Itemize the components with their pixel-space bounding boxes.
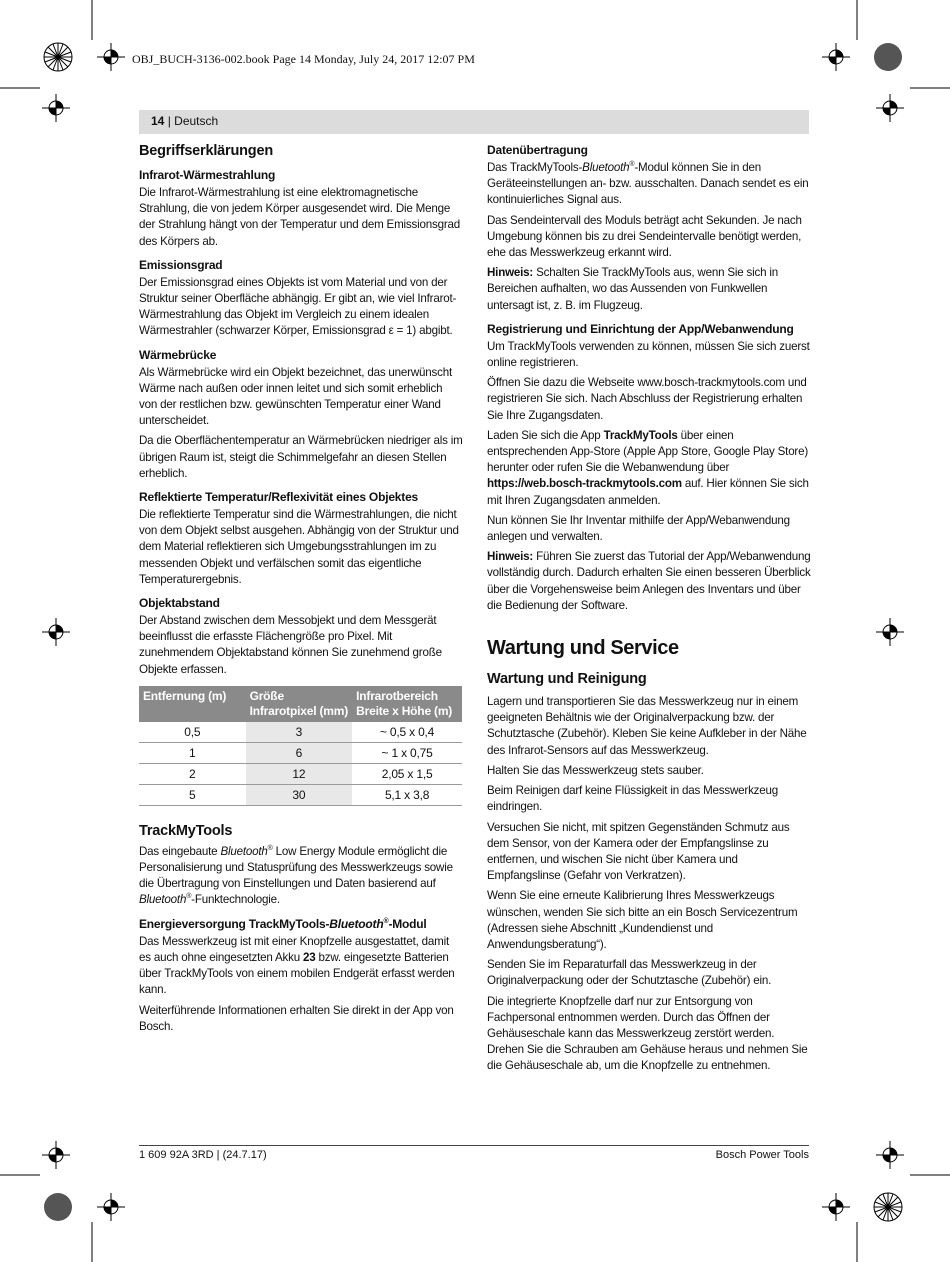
table-cell: 5,1 x 3,8: [352, 784, 462, 805]
bluetooth-term: Bluetooth: [582, 161, 630, 174]
text-span: Das eingebaute: [139, 844, 221, 858]
table-cell: 5: [139, 784, 246, 805]
section-title-begriffe: Begriffserklärungen: [139, 143, 273, 159]
heading-registrierung: Registrierung und Einrichtung der App/Webanwendung: [487, 321, 794, 336]
text-span: -Funktechnologie.: [191, 893, 280, 907]
text-span: Schalten Sie TrackMyTools aus, wenn Sie sich in Bereichen aufhalten, wo das Aussenden von Funkwellen untersagt ist, z. B. im Flugzeug.: [487, 266, 779, 312]
text-reflektiert: Die reflektierte Temperatur sind die Wärmestrahlungen, die nicht von dem Objekt selbst ausgehen. Abhängig von der Struktur und dem Material reflektieren sich Umgebungsstrahlungen im zu messenden Objekt und verfälschen somit das eigentliche Temperaturergebnis.: [139, 508, 459, 586]
text-wartung-2: Halten Sie das Messwerkzeug stets sauber.: [487, 763, 704, 777]
table-cell: 2: [139, 763, 246, 784]
hinweis-label: Hinweis:: [487, 266, 534, 280]
heading-datenuebertragung: Datenübertragung: [487, 143, 588, 157]
akku-number: 23: [302, 950, 316, 964]
table-cell: 0,5: [139, 722, 246, 743]
text-datenuebertragung: [487, 160, 811, 209]
right-column: [487, 142, 811, 1079]
heading-objektabstand: Objektabstand: [139, 596, 220, 611]
language-label: Deutsch: [174, 114, 219, 128]
table-row: [139, 722, 462, 743]
hinweis-label: Hinweis:: [487, 550, 534, 564]
book-file-line: OBJ_BUCH-3136-002.book Page 14 Monday, July 24, 2017 12:07 PM: [132, 52, 475, 66]
text-span: Das Messwerkzeug ist mit einer Knopfzelle ausgestattet, damit es auch ohne eingesetzten Akku: [139, 934, 449, 964]
heading-emission: Emissionsgrad: [139, 257, 223, 272]
text-inventar: Nun können Sie Ihr Inventar mithilfe der App/Webanwendung anlegen und verwalten.: [487, 513, 790, 544]
distance-table: [139, 686, 462, 806]
table-cell: 30: [246, 784, 353, 805]
page-number: 14: [151, 114, 165, 128]
heading-infrarot: Infrarot-Wärmestrahlung: [139, 168, 276, 182]
text-registrierung-1: Um TrackMyTools verwenden zu können, müssen Sie sich zuerst online registrieren.: [487, 339, 810, 370]
text-objektabstand: Der Abstand zwischen dem Messobjekt und dem Messgerät beeinflusst die erfasste Flächengröße pro Pixel. Mit zunehmendem Objektabstand können Sie zunehmend große Objekte erfassen.: [139, 614, 442, 676]
text-wartung-6: Senden Sie im Reparaturfall das Messwerkzeug in der Originalverpackung oder der Schutztasche (Zubehör) ein.: [487, 958, 772, 988]
text-span: Führen Sie zuerst das Tutorial der App/Webanwendung vollständig durch. Dadurch erhalten Sie einen besseren Überblick über die Vorgehensweise beim Anlegen des Inventars und über die Bedienung der Software.: [487, 550, 811, 612]
text-span: Laden Sie sich die App: [487, 428, 604, 442]
table-cell: 6: [246, 742, 353, 763]
text-wartung-3: Beim Reinigen darf keine Flüssigkeit in das Messwerkzeug eindringen.: [487, 784, 779, 814]
table-row: [139, 742, 462, 763]
registered-mark: ®: [267, 845, 273, 853]
section-title-trackmytools: TrackMyTools: [139, 822, 233, 839]
footer-doc-code: 1 609 92A 3RD | (24.7.17): [139, 1149, 267, 1161]
registered-mark: ®: [186, 893, 192, 901]
table-header-cell: Größe Infrarotpixel (mm): [246, 686, 353, 722]
heading-waermebruecke: Wärmebrücke: [139, 347, 217, 362]
text-sendeintervall: Das Sendeintervall des Moduls beträgt acht Sekunden. Je nach Umgebung können bis zu drei Sendeintervalle benötigt werden, ehe das Messwerkzeug erkannt wird.: [487, 213, 802, 260]
heading-energieversorgung: [139, 916, 463, 932]
text-registrierung-2: Öffnen Sie dazu die Webseite www.bosch-trackmytools.com und registrieren Sie sich. Nach Abschluss der Registrierung erhalten Sie Ihre Zugangsdaten.: [487, 376, 807, 422]
table-header-cell: Infrarotbereich Breite x Höhe (m): [352, 686, 462, 722]
table-header-row: [139, 686, 462, 722]
text-wartung-4: Versuchen Sie nicht, mit spitzen Gegenständen Schmutz aus dem Sensor, von der Kamera oder der Empfangslinse zu entfernen, und wischen Sie nicht über Kamera und Empfangslinse (Gefahr von Verkratzen).: [487, 820, 790, 883]
registered-mark: ®: [383, 917, 389, 925]
subsection-title-reinigung: Wartung und Reinigung: [487, 671, 647, 688]
footer-rule: [139, 1145, 809, 1146]
bluetooth-term: Bluetooth: [139, 893, 187, 907]
table-cell: 3: [246, 722, 353, 743]
table-cell: ~ 1 x 0,75: [352, 742, 462, 763]
text-span: -Modul können Sie in den Geräteeinstellungen an- bzw. ausschalten. Danach sendet es ein kontinuierliches Signal aus.: [487, 161, 809, 207]
table-row: [139, 784, 462, 805]
bluetooth-term: Bluetooth: [220, 844, 268, 858]
left-column: [139, 142, 463, 1039]
section-title-wartung: Wartung und Service: [487, 637, 679, 660]
text-waermebruecke-2: Da die Oberflächentemperatur an Wärmebrücken niedriger als im übrigen Raum ist, steigt die Schimmelgefahr an diesen Stellen erheblich.: [139, 434, 463, 480]
text-hinweis-1: [487, 265, 811, 314]
text-span: Low Energy Module ermöglicht die Personalisierung und Statusprüfung des Messwerkzeugs sowie die Übertragung von Einstellungen und Daten basierend auf: [139, 844, 453, 891]
text-span: -Modul: [388, 916, 427, 931]
table-cell: 2,05 x 1,5: [352, 763, 462, 784]
text-hinweis-2: [487, 549, 811, 614]
text-span: auf. Hier können Sie sich mit Ihren Zugangsdaten anmelden.: [487, 477, 809, 507]
text-span: Energieversorgung TrackMyTools-: [139, 916, 330, 931]
table-cell: 12: [246, 763, 353, 784]
text-infrarot: Die Infrarot-Wärmestrahlung ist eine elektromagnetische Strahlung, die von jedem Körper ausgesendet wird. Die Menge der Strahlung hängt von der Temperatur und dem Emissionsgrad des Körpers ab.: [139, 186, 460, 248]
table-header-cell: Entfernung (m): [139, 686, 246, 722]
page-header-bar: [139, 110, 809, 134]
text-wartung-1: Lagern und transportieren Sie das Messwerkzeug nur in einem geeigneten Behältnis wie der Originalverpackung bzw. der Schutztasche (Zubehör). Kleben Sie keine Aufkleber in der Nähe des Infrarot-Sensors auf das Messwerkzeug.: [487, 695, 807, 757]
table-row: [139, 763, 462, 784]
text-wartung-5: Wenn Sie eine erneute Kalibrierung Ihres Messwerkzeugs wünschen, wenden Sie sich bitte an ein Bosch Servicezentrum (Adressen siehe Abschnitt „Kundendienst und Anwendungsberatung“).: [487, 889, 798, 951]
text-weiterfuehrend: Weiterführende Informationen erhalten Sie direkt in der App von Bosch.: [139, 1003, 454, 1033]
heading-reflektiert: Reflektierte Temperatur/Reflexivität eines Objektes: [139, 490, 419, 505]
table-cell: ~ 0,5 x 0,4: [352, 722, 462, 743]
text-span: Das TrackMyTools-: [487, 161, 583, 174]
text-waermebruecke-1: Als Wärmebrücke wird ein Objekt bezeichnet, das unerwünscht Wärme nach außen oder innen leitet und sich somit erheblich von der restlichen bzw. gewünschten Temperatur einer Wand unterscheidet.: [139, 365, 452, 428]
web-url: https://web.bosch-trackmytools.com: [487, 477, 682, 491]
page-header: 14 | Deutsch: [151, 114, 219, 128]
bluetooth-term: Bluetooth: [329, 916, 384, 931]
table-cell: 1: [139, 742, 246, 763]
app-name: TrackMyTools: [603, 428, 678, 442]
text-laden: [487, 428, 811, 509]
text-span: über einen entsprechenden App-Store (Apple App Store, Google Play Store) herunter oder rufen Sie die Webanwendung über: [487, 428, 809, 475]
text-wartung-7: Die integrierte Knopfzelle darf nur zur Entsorgung von Fachpersonal entnommen werden. Durch das Öffnen der Gehäuseschale kann das Messwerkzeug zerstört werden. Drehen Sie die Schrauben am Gehäuse heraus und nehmen Sie die Gehäuseschale ab, um die Knopfzelle zu entnehmen.: [487, 994, 808, 1073]
text-energieversorgung: [139, 934, 463, 999]
text-trackmytools: [139, 844, 463, 909]
text-emission: Der Emissionsgrad eines Objekts ist vom Material und von der Struktur seiner Oberfläche abhängig. Er gibt an, wie viel Infrarot-Wärmestrahlung das Objekt im Vergleich zu einem idealen Wärmestrahler (schwarzer Körper, Emissionsgrad ε = 1) abgibt.: [139, 275, 457, 338]
footer-brand: Bosch Power Tools: [715, 1149, 809, 1161]
text-span: bzw. eingesetzte Batterien über TrackMyTools von einem mobilen Endgerät erfasst werden kann.: [139, 950, 455, 997]
registered-mark: ®: [629, 161, 635, 169]
